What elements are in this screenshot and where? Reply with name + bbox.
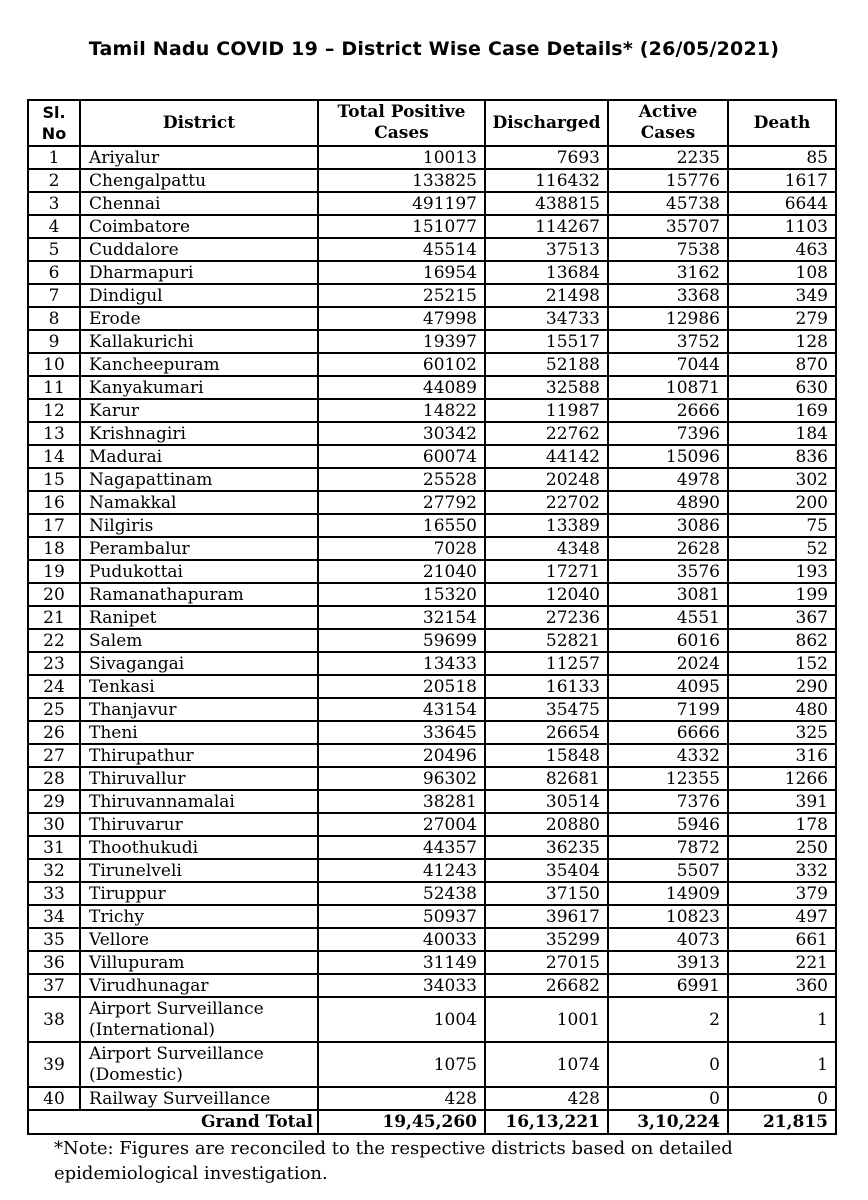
cell-death: 325 xyxy=(728,721,836,744)
cell-death: 349 xyxy=(728,284,836,307)
cell-district: Thiruvallur xyxy=(80,767,318,790)
cell-district: Kallakurichi xyxy=(80,330,318,353)
cell-discharged: 438815 xyxy=(485,192,608,215)
district-case-table xyxy=(27,99,837,1135)
table-row xyxy=(28,491,836,514)
cell-district: Kancheepuram xyxy=(80,353,318,376)
cell-discharged: 13389 xyxy=(485,514,608,537)
cell-active: 3086 xyxy=(608,514,728,537)
table-row xyxy=(28,813,836,836)
cell-active: 15776 xyxy=(608,169,728,192)
table-row xyxy=(28,514,836,537)
cell-active: 2666 xyxy=(608,399,728,422)
cell-total-positive: 44357 xyxy=(318,836,485,859)
cell-district: Thanjavur xyxy=(80,698,318,721)
cell-total-positive: 59699 xyxy=(318,629,485,652)
cell-discharged: 428 xyxy=(485,1087,608,1110)
cell-district: Nilgiris xyxy=(80,514,318,537)
cell-death: 108 xyxy=(728,261,836,284)
cell-death: 497 xyxy=(728,905,836,928)
cell-death: 290 xyxy=(728,675,836,698)
cell-district: Railway Surveillance xyxy=(80,1087,318,1110)
cell-district: Ariyalur xyxy=(80,146,318,169)
cell-district: Thiruvannamalai xyxy=(80,790,318,813)
cell-discharged: 36235 xyxy=(485,836,608,859)
table-row xyxy=(28,376,836,399)
cell-discharged: 21498 xyxy=(485,284,608,307)
cell-sl-no: 12 xyxy=(28,399,80,422)
cell-sl-no: 16 xyxy=(28,491,80,514)
footnote: *Note: Figures are reconciled to the respective districts based on detailed epidemiological investigation. xyxy=(54,1138,733,1184)
cell-discharged: 15848 xyxy=(485,744,608,767)
cell-total-positive: 133825 xyxy=(318,169,485,192)
cell-district: Dharmapuri xyxy=(80,261,318,284)
cell-death: 184 xyxy=(728,422,836,445)
cell-death: 836 xyxy=(728,445,836,468)
header-total-positive: Total Positive Cases xyxy=(318,100,485,146)
table-row xyxy=(28,330,836,353)
cell-active: 6991 xyxy=(608,974,728,997)
cell-active: 3368 xyxy=(608,284,728,307)
cell-total-positive: 491197 xyxy=(318,192,485,215)
cell-discharged: 32588 xyxy=(485,376,608,399)
table-row xyxy=(28,698,836,721)
cell-total-positive: 31149 xyxy=(318,951,485,974)
cell-death: 367 xyxy=(728,606,836,629)
cell-death: 870 xyxy=(728,353,836,376)
cell-district: Madurai xyxy=(80,445,318,468)
cell-district: Thirupathur xyxy=(80,744,318,767)
cell-active: 7199 xyxy=(608,698,728,721)
cell-district: Vellore xyxy=(80,928,318,951)
cell-discharged: 17271 xyxy=(485,560,608,583)
cell-death: 1617 xyxy=(728,169,836,192)
cell-active: 6666 xyxy=(608,721,728,744)
cell-discharged: 22702 xyxy=(485,491,608,514)
cell-death: 862 xyxy=(728,629,836,652)
cell-active: 2 xyxy=(608,997,728,1042)
cell-district: Trichy xyxy=(80,905,318,928)
cell-sl-no: 32 xyxy=(28,859,80,882)
cell-death: 221 xyxy=(728,951,836,974)
cell-sl-no: 37 xyxy=(28,974,80,997)
cell-sl-no: 35 xyxy=(28,928,80,951)
cell-total-positive: 32154 xyxy=(318,606,485,629)
cell-total-positive: 1075 xyxy=(318,1042,485,1087)
cell-district: Kanyakumari xyxy=(80,376,318,399)
cell-sl-no: 7 xyxy=(28,284,80,307)
cell-death: 480 xyxy=(728,698,836,721)
cell-total-positive: 16550 xyxy=(318,514,485,537)
cell-active: 2628 xyxy=(608,537,728,560)
cell-discharged: 1001 xyxy=(485,997,608,1042)
cell-total-positive: 428 xyxy=(318,1087,485,1110)
cell-discharged: 39617 xyxy=(485,905,608,928)
cell-district: Thoothukudi xyxy=(80,836,318,859)
cell-discharged: 20880 xyxy=(485,813,608,836)
table-row xyxy=(28,422,836,445)
cell-active: 10823 xyxy=(608,905,728,928)
cell-discharged: 35299 xyxy=(485,928,608,951)
cell-district: Tenkasi xyxy=(80,675,318,698)
cell-active: 7376 xyxy=(608,790,728,813)
cell-total-positive: 1004 xyxy=(318,997,485,1042)
cell-discharged: 16133 xyxy=(485,675,608,698)
cell-district: Salem xyxy=(80,629,318,652)
cell-death: 85 xyxy=(728,146,836,169)
header-district: District xyxy=(80,100,318,146)
cell-death: 391 xyxy=(728,790,836,813)
cell-total-positive: 27792 xyxy=(318,491,485,514)
cell-sl-no: 40 xyxy=(28,1087,80,1110)
table-row xyxy=(28,192,836,215)
cell-sl-no: 20 xyxy=(28,583,80,606)
cell-sl-no: 1 xyxy=(28,146,80,169)
cell-discharged: 22762 xyxy=(485,422,608,445)
cell-sl-no: 6 xyxy=(28,261,80,284)
cell-death: 250 xyxy=(728,836,836,859)
cell-death: 178 xyxy=(728,813,836,836)
table-row xyxy=(28,606,836,629)
cell-death: 152 xyxy=(728,652,836,675)
cell-sl-no: 3 xyxy=(28,192,80,215)
table-row xyxy=(28,882,836,905)
cell-total-positive: 19397 xyxy=(318,330,485,353)
cell-active: 45738 xyxy=(608,192,728,215)
cell-total-positive: 151077 xyxy=(318,215,485,238)
cell-sl-no: 23 xyxy=(28,652,80,675)
cell-death: 316 xyxy=(728,744,836,767)
cell-district: Cuddalore xyxy=(80,238,318,261)
cell-discharged: 35404 xyxy=(485,859,608,882)
cell-district: Pudukottai xyxy=(80,560,318,583)
table-row xyxy=(28,146,836,169)
cell-district: Theni xyxy=(80,721,318,744)
cell-sl-no: 4 xyxy=(28,215,80,238)
cell-discharged: 13684 xyxy=(485,261,608,284)
table-row xyxy=(28,767,836,790)
header-active-cases: Active Cases xyxy=(608,100,728,146)
cell-discharged: 7693 xyxy=(485,146,608,169)
cell-death: 199 xyxy=(728,583,836,606)
cell-district: Chengalpattu xyxy=(80,169,318,192)
cell-total-positive: 47998 xyxy=(318,307,485,330)
cell-district: Villupuram xyxy=(80,951,318,974)
cell-discharged: 26682 xyxy=(485,974,608,997)
cell-active: 0 xyxy=(608,1087,728,1110)
cell-sl-no: 24 xyxy=(28,675,80,698)
table-row xyxy=(28,215,836,238)
table-row xyxy=(28,1087,836,1110)
cell-total-positive: 30342 xyxy=(318,422,485,445)
cell-active: 4095 xyxy=(608,675,728,698)
cell-sl-no: 39 xyxy=(28,1042,80,1087)
table-row xyxy=(28,399,836,422)
cell-district: Tiruppur xyxy=(80,882,318,905)
cell-active: 10871 xyxy=(608,376,728,399)
cell-death: 1 xyxy=(728,997,836,1042)
cell-sl-no: 36 xyxy=(28,951,80,974)
cell-total-positive: 40033 xyxy=(318,928,485,951)
cell-discharged: 37513 xyxy=(485,238,608,261)
cell-total-positive: 38281 xyxy=(318,790,485,813)
header-death: Death xyxy=(728,100,836,146)
cell-district: Erode xyxy=(80,307,318,330)
cell-death: 332 xyxy=(728,859,836,882)
header-discharged: Discharged xyxy=(485,100,608,146)
cell-discharged: 15517 xyxy=(485,330,608,353)
cell-discharged: 52188 xyxy=(485,353,608,376)
cell-sl-no: 31 xyxy=(28,836,80,859)
table-row xyxy=(28,997,836,1042)
cell-district: Chennai xyxy=(80,192,318,215)
cell-total-positive: 21040 xyxy=(318,560,485,583)
cell-active: 2024 xyxy=(608,652,728,675)
cell-discharged: 35475 xyxy=(485,698,608,721)
cell-death: 1266 xyxy=(728,767,836,790)
table-row xyxy=(28,1042,836,1087)
grand-total-row xyxy=(28,1110,836,1134)
cell-sl-no: 26 xyxy=(28,721,80,744)
cell-discharged: 116432 xyxy=(485,169,608,192)
cell-sl-no: 28 xyxy=(28,767,80,790)
grand-total-positive: 19,45,260 xyxy=(318,1110,485,1134)
cell-death: 630 xyxy=(728,376,836,399)
grand-total-label: Grand Total xyxy=(28,1110,318,1134)
cell-sl-no: 11 xyxy=(28,376,80,399)
cell-active: 2235 xyxy=(608,146,728,169)
cell-active: 12986 xyxy=(608,307,728,330)
table-row xyxy=(28,859,836,882)
table-row xyxy=(28,307,836,330)
cell-death: 200 xyxy=(728,491,836,514)
table-row xyxy=(28,537,836,560)
cell-active: 7396 xyxy=(608,422,728,445)
table-row xyxy=(28,445,836,468)
cell-active: 12355 xyxy=(608,767,728,790)
cell-discharged: 37150 xyxy=(485,882,608,905)
cell-total-positive: 33645 xyxy=(318,721,485,744)
cell-sl-no: 17 xyxy=(28,514,80,537)
cell-death: 463 xyxy=(728,238,836,261)
cell-active: 7538 xyxy=(608,238,728,261)
cell-sl-no: 8 xyxy=(28,307,80,330)
cell-sl-no: 15 xyxy=(28,468,80,491)
table-body xyxy=(28,146,836,1110)
cell-district: Karur xyxy=(80,399,318,422)
cell-active: 4551 xyxy=(608,606,728,629)
cell-active: 4890 xyxy=(608,491,728,514)
table-row xyxy=(28,560,836,583)
cell-total-positive: 41243 xyxy=(318,859,485,882)
cell-death: 0 xyxy=(728,1087,836,1110)
header-sl-no: Sl. No xyxy=(28,100,80,146)
cell-active: 6016 xyxy=(608,629,728,652)
cell-district: Perambalur xyxy=(80,537,318,560)
cell-total-positive: 20496 xyxy=(318,744,485,767)
cell-district: Tirunelveli xyxy=(80,859,318,882)
table-row xyxy=(28,353,836,376)
cell-discharged: 11987 xyxy=(485,399,608,422)
cell-sl-no: 30 xyxy=(28,813,80,836)
cell-death: 193 xyxy=(728,560,836,583)
cell-discharged: 27015 xyxy=(485,951,608,974)
table-row xyxy=(28,974,836,997)
cell-active: 4978 xyxy=(608,468,728,491)
cell-death: 1 xyxy=(728,1042,836,1087)
table-row xyxy=(28,951,836,974)
cell-sl-no: 27 xyxy=(28,744,80,767)
cell-active: 4073 xyxy=(608,928,728,951)
cell-total-positive: 20518 xyxy=(318,675,485,698)
cell-discharged: 52821 xyxy=(485,629,608,652)
cell-discharged: 30514 xyxy=(485,790,608,813)
cell-active: 3913 xyxy=(608,951,728,974)
cell-death: 360 xyxy=(728,974,836,997)
cell-active: 3576 xyxy=(608,560,728,583)
cell-total-positive: 34033 xyxy=(318,974,485,997)
cell-total-positive: 44089 xyxy=(318,376,485,399)
grand-total-active: 3,10,224 xyxy=(608,1110,728,1134)
cell-total-positive: 13433 xyxy=(318,652,485,675)
table-header-row xyxy=(28,100,836,146)
cell-sl-no: 38 xyxy=(28,997,80,1042)
cell-active: 7872 xyxy=(608,836,728,859)
cell-death: 1103 xyxy=(728,215,836,238)
cell-active: 5946 xyxy=(608,813,728,836)
table-row xyxy=(28,169,836,192)
cell-discharged: 4348 xyxy=(485,537,608,560)
table-row xyxy=(28,261,836,284)
cell-district: Airport Surveillance (International) xyxy=(80,997,318,1042)
cell-discharged: 1074 xyxy=(485,1042,608,1087)
cell-district: Thiruvarur xyxy=(80,813,318,836)
cell-sl-no: 21 xyxy=(28,606,80,629)
cell-district: Sivagangai xyxy=(80,652,318,675)
cell-total-positive: 60074 xyxy=(318,445,485,468)
table-row xyxy=(28,928,836,951)
cell-discharged: 27236 xyxy=(485,606,608,629)
cell-total-positive: 25215 xyxy=(318,284,485,307)
table-row xyxy=(28,836,836,859)
cell-district: Ramanathapuram xyxy=(80,583,318,606)
page-title: Tamil Nadu COVID 19 – District Wise Case Details* (26/05/2021) xyxy=(88,38,780,60)
cell-discharged: 26654 xyxy=(485,721,608,744)
cell-sl-no: 29 xyxy=(28,790,80,813)
cell-total-positive: 45514 xyxy=(318,238,485,261)
cell-total-positive: 7028 xyxy=(318,537,485,560)
table-row xyxy=(28,790,836,813)
cell-total-positive: 27004 xyxy=(318,813,485,836)
grand-total-discharged: 16,13,221 xyxy=(485,1110,608,1134)
cell-sl-no: 33 xyxy=(28,882,80,905)
cell-total-positive: 52438 xyxy=(318,882,485,905)
cell-discharged: 82681 xyxy=(485,767,608,790)
cell-sl-no: 18 xyxy=(28,537,80,560)
cell-district: Krishnagiri xyxy=(80,422,318,445)
cell-district: Namakkal xyxy=(80,491,318,514)
cell-death: 302 xyxy=(728,468,836,491)
cell-total-positive: 96302 xyxy=(318,767,485,790)
cell-total-positive: 15320 xyxy=(318,583,485,606)
cell-sl-no: 14 xyxy=(28,445,80,468)
cell-discharged: 20248 xyxy=(485,468,608,491)
cell-death: 661 xyxy=(728,928,836,951)
cell-active: 4332 xyxy=(608,744,728,767)
cell-total-positive: 25528 xyxy=(318,468,485,491)
cell-discharged: 44142 xyxy=(485,445,608,468)
cell-total-positive: 60102 xyxy=(318,353,485,376)
cell-sl-no: 34 xyxy=(28,905,80,928)
cell-district: Dindigul xyxy=(80,284,318,307)
cell-sl-no: 10 xyxy=(28,353,80,376)
cell-sl-no: 5 xyxy=(28,238,80,261)
cell-discharged: 12040 xyxy=(485,583,608,606)
table-row xyxy=(28,583,836,606)
cell-active: 35707 xyxy=(608,215,728,238)
cell-sl-no: 25 xyxy=(28,698,80,721)
cell-district: Airport Surveillance (Domestic) xyxy=(80,1042,318,1087)
cell-sl-no: 9 xyxy=(28,330,80,353)
cell-district: Coimbatore xyxy=(80,215,318,238)
cell-death: 75 xyxy=(728,514,836,537)
table-row xyxy=(28,905,836,928)
cell-active: 0 xyxy=(608,1042,728,1087)
cell-total-positive: 10013 xyxy=(318,146,485,169)
cell-active: 5507 xyxy=(608,859,728,882)
table-row xyxy=(28,238,836,261)
cell-discharged: 34733 xyxy=(485,307,608,330)
cell-active: 3162 xyxy=(608,261,728,284)
cell-death: 169 xyxy=(728,399,836,422)
cell-total-positive: 14822 xyxy=(318,399,485,422)
cell-active: 3752 xyxy=(608,330,728,353)
cell-district: Nagapattinam xyxy=(80,468,318,491)
table-row xyxy=(28,652,836,675)
cell-sl-no: 2 xyxy=(28,169,80,192)
cell-district: Virudhunagar xyxy=(80,974,318,997)
cell-death: 279 xyxy=(728,307,836,330)
table-row xyxy=(28,629,836,652)
cell-sl-no: 19 xyxy=(28,560,80,583)
cell-sl-no: 22 xyxy=(28,629,80,652)
cell-total-positive: 43154 xyxy=(318,698,485,721)
table-row xyxy=(28,721,836,744)
cell-active: 3081 xyxy=(608,583,728,606)
cell-discharged: 11257 xyxy=(485,652,608,675)
cell-total-positive: 16954 xyxy=(318,261,485,284)
grand-total-death: 21,815 xyxy=(728,1110,836,1134)
table-row xyxy=(28,468,836,491)
cell-death: 128 xyxy=(728,330,836,353)
table-row xyxy=(28,744,836,767)
cell-active: 7044 xyxy=(608,353,728,376)
cell-discharged: 114267 xyxy=(485,215,608,238)
table-row xyxy=(28,675,836,698)
table-row xyxy=(28,284,836,307)
cell-total-positive: 50937 xyxy=(318,905,485,928)
cell-death: 6644 xyxy=(728,192,836,215)
cell-district: Ranipet xyxy=(80,606,318,629)
cell-sl-no: 13 xyxy=(28,422,80,445)
cell-death: 52 xyxy=(728,537,836,560)
cell-active: 15096 xyxy=(608,445,728,468)
cell-death: 379 xyxy=(728,882,836,905)
cell-active: 14909 xyxy=(608,882,728,905)
